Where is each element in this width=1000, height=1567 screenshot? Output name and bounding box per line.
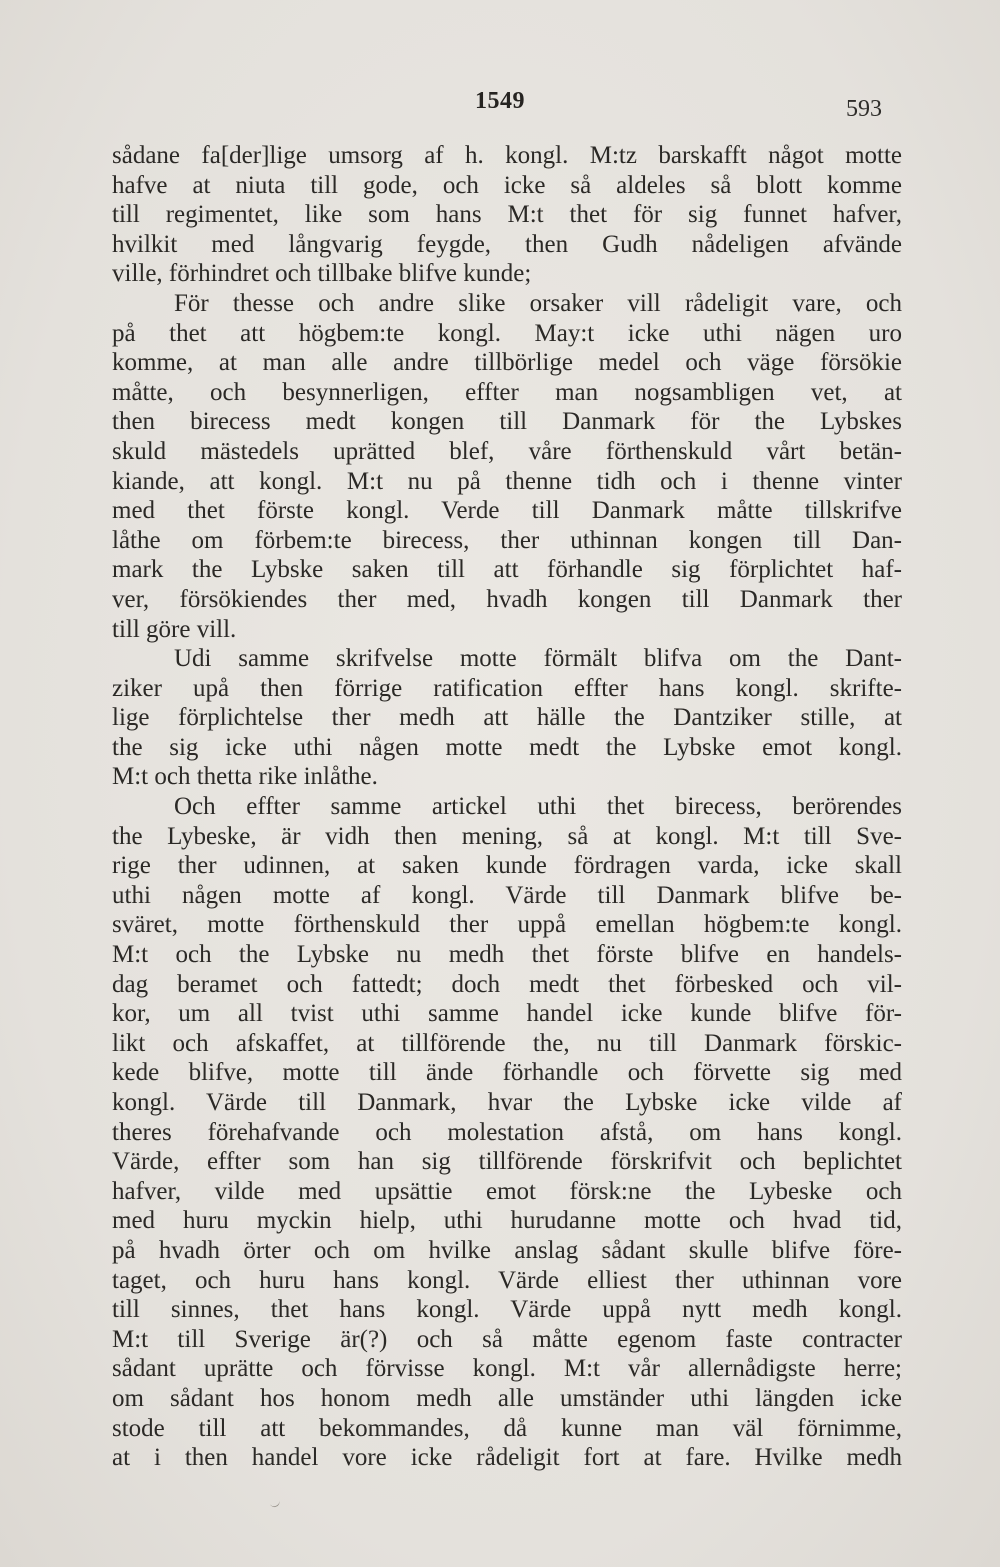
- text-line: måtte, och besynnerligen, effter man nogsambligen vet, at: [112, 378, 902, 406]
- text-line: om sådant hos honom medh alle umständer uthi längden icke: [112, 1384, 902, 1412]
- text-line: låthe om förbem:te birecess, ther uthinnan kongen till Dan-: [112, 526, 902, 554]
- ink-mark: [269, 1499, 281, 1509]
- text-line: at i then handel vore icke rådeligit fort at fare. Hvilke medh: [112, 1444, 902, 1472]
- text-line: kede blifve, motte till ände förhandle och förvette sig med: [112, 1059, 902, 1087]
- text-line: sådant uprätte och förvisse kongl. M:t vår allernådigste herre;: [112, 1355, 902, 1383]
- text-line: med thet förste kongl. Verde till Danmark måtte tillskrifve: [112, 497, 902, 525]
- text-line: på hvadh örter och om hvilke anslag sådant skulle blifve före-: [112, 1236, 902, 1264]
- text-line: med huru myckin hielp, uthi hurudanne motte och hvad tid,: [112, 1207, 902, 1235]
- text-line: lige förplichtelse ther medh att hälle the Dantziker stille, at: [112, 704, 902, 732]
- running-head-year: 1549: [475, 88, 525, 114]
- text-line: till sinnes, thet hans kongl. Värde uppå nytt medh kongl.: [112, 1296, 902, 1324]
- text-line: Udi samme skrifvelse motte förmält blifva om the Dant-: [174, 645, 902, 673]
- text-line: the Lybeske, är vidh then mening, så at kongl. M:t till Sve-: [112, 822, 902, 850]
- text-line: then birecess medt kongen till Danmark för the Lybskes: [112, 408, 902, 436]
- text-line: ville, förhindret och tillbake blifve kunde;: [112, 260, 532, 288]
- text-line: theres förehafvande och molestation afstå, om hans kongl.: [112, 1118, 902, 1146]
- text-line: likt och afskaffet, at tillförende the, nu till Danmark förskic-: [112, 1029, 902, 1057]
- text-line: skuld mästedels uprätted blef, våre förthenskuld vårt betän-: [112, 437, 902, 465]
- page-number: 593: [846, 96, 882, 122]
- text-line: hafver, vilde med upsättie emot försk:ne the Lybeske och: [112, 1177, 902, 1205]
- text-line: kongl. Värde till Danmark, hvar the Lybske icke vilde af: [112, 1089, 902, 1116]
- text-line: kor, um all tvist uthi samme handel icke kunde blifve för-: [112, 1000, 902, 1028]
- text-line: till regimentet, like som hans M:t thet för sig funnet hafver,: [112, 201, 902, 229]
- text-line: mark the Lybske saken till att förhandle sig förplichtet haf-: [112, 556, 902, 584]
- text-line: uthi någen motte af kongl. Värde till Danmark blifve be-: [112, 881, 902, 909]
- text-line: ziker upå then förrige ratification effter hans kongl. skrifte-: [112, 674, 902, 702]
- text-line: hafve at niuta till gode, och icke så aldeles så blott komme: [112, 171, 902, 199]
- text-line: till göre vill.: [112, 615, 237, 643]
- body-text: [112, 141, 902, 1473]
- text-line: the sig icke uthi någen motte medt the Lybske emot kongl.: [112, 733, 902, 761]
- text-line: ver, försökiendes ther med, hvadh kongen till Danmark ther: [112, 585, 902, 613]
- text-line: För thesse och andre slike orsaker vill rådeligit vare, och: [174, 289, 902, 317]
- text-line: hvilkit med långvarig feygde, then Gudh nådeligen afvände: [112, 230, 902, 258]
- text-line: M:t till Sverige är(?) och så måtte egenom faste contracter: [112, 1325, 902, 1353]
- text-line: sådane fa[der]lige umsorg af h. kongl. M:tz barskafft något motte: [112, 142, 902, 169]
- text-line: dag beramet och fattedt; doch medt thet förbesked och vil-: [112, 970, 902, 998]
- text-line: taget, och huru hans kongl. Värde elliest ther uthinnan vore: [112, 1266, 902, 1294]
- text-line: på thet att högbem:te kongl. May:t icke uthi nägen uro: [112, 319, 902, 347]
- text-line: Värde, effter som han sig tillförende förskrifvit och beplichtet: [112, 1148, 902, 1176]
- text-line: M:t och the Lybske nu medh thet förste blifve en handels-: [112, 941, 902, 969]
- text-line: rige ther udinnen, at saken kunde fördragen varda, icke skall: [112, 852, 902, 880]
- text-line: komme, at man alle andre tillbörlige medel och väge försökie: [112, 349, 902, 377]
- text-line: stode till att bekommandes, då kunne man väl förnimme,: [112, 1414, 902, 1442]
- text-line: M:t och thetta rike inlåthe.: [112, 763, 378, 791]
- text-line: Och effter samme artickel uthi thet birecess, berörendes: [174, 793, 902, 821]
- text-line: sväret, motte förthenskuld ther uppå emellan högbem:te kongl.: [112, 911, 902, 939]
- text-line: kiande, att kongl. M:t nu på thenne tidh och i thenne vinter: [112, 467, 902, 495]
